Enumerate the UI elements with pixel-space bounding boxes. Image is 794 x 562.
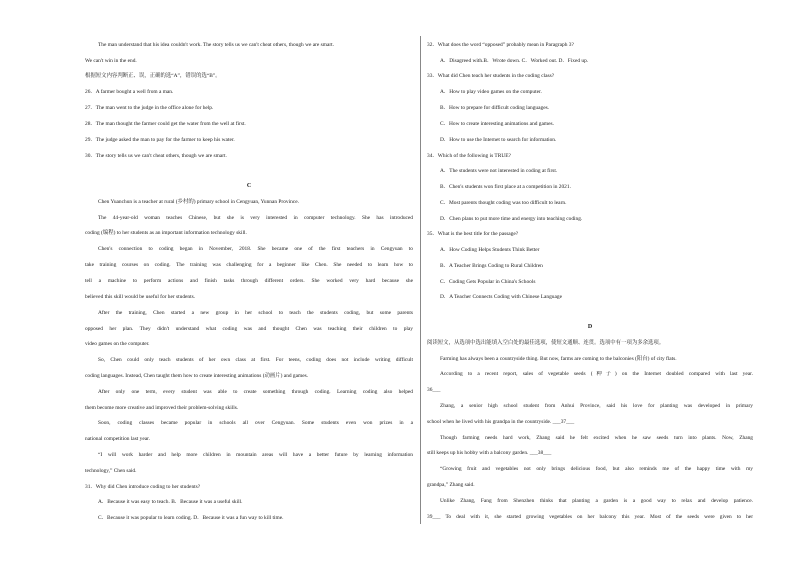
text-line: According to a recent report, sales of vegetable seeds (种子) on the Internet doubled compared with last year.	[440, 371, 753, 377]
text-line: Though farming needs hard work, Zhang said he felt excited when he saw seeds turn into plants. Now, Zhang	[440, 435, 753, 441]
text-line: C．Most parents thought coding was too difficult to learn.	[440, 200, 567, 206]
text-line: 29．The judge asked the man to pay for the farmer to keep his water.	[85, 137, 235, 143]
text-line: technology,” Chen said.	[85, 468, 137, 474]
text-line: A．Disagreed with.B．Wrote down. C．Worked out. D．Fixed up.	[440, 58, 589, 64]
text-line: take training courses on coding. The training was challenging for a beginner like Chen. She needed to learn how to	[85, 262, 413, 268]
text-line: C．Because it was popular to learn coding. D．Because it was a fun way to kill time.	[98, 515, 284, 521]
text-line: “Growing fruit and vegetables not only brings delicious food, but also reminds me of the happy time with my	[440, 466, 753, 472]
text-line: tell a machine to perform actions and finish tasks through different orders. She worked very hard because she	[85, 278, 413, 284]
text-line: “I will work harder and help more children in mountain areas will have a better future by learning information	[98, 452, 413, 458]
text-line: So, Chen could only teach students of her own class at first. For teens, coding does not include writing difficult	[98, 357, 413, 363]
text-line: believed this skill would be useful for her students.	[85, 294, 196, 300]
text-line: D．Chen plans to put more time and energy into teaching coding.	[440, 216, 583, 222]
text-line: The man understand that his idea couldn't work. The story tells us we can't cheat others, though we are smart.	[98, 42, 334, 48]
text-line: 27．The man went to the judge in the office alone for help.	[85, 105, 214, 111]
text-line: 39___ To deal with it, she started growing vegetables on her balcony this year. Most of the seeds were given to her	[427, 514, 753, 520]
text-line: opposed her plan. They didn't understand what coding was and thought Chen was teaching their children to play	[85, 326, 413, 332]
text-line: A．How to play video games on the computer.	[440, 89, 542, 95]
text-line: Soon, coding classes became popular in schools all over Cengyuan. Some students even won prizes in a	[98, 420, 413, 426]
text-line: grandpa,” Zhang said.	[427, 482, 475, 488]
text-line: 根据短文内容判断正、误，正确的选“A”，错误的选“B”。	[85, 73, 221, 79]
text-line: We can't win in the end.	[85, 58, 137, 64]
text-line: Farming has always been a countryside thing. But now, farms are coming to the balconies (阳台) of city flats.	[440, 356, 677, 362]
text-line: B．Chen's students won first place at a competition in 2021.	[440, 184, 571, 190]
text-line: them become more creative and improved their problem-solving skills.	[85, 405, 239, 411]
text-line: 31．Why did Chen introduce coding to her students?	[85, 484, 201, 490]
text-line: video games on the computer.	[85, 341, 150, 347]
text-line: C．Coding Gets Popular in China's Schools	[440, 279, 536, 285]
text-line: B．How to prepare for difficult coding languages.	[440, 105, 550, 111]
text-line: D．A Teacher Connects Coding with Chinese Language	[440, 294, 562, 300]
section-heading-d: D	[587, 324, 593, 330]
text-line: After only one term, every student was able to create something through coding. Learning coding also helped	[98, 389, 413, 395]
text-line: national competition last year.	[85, 436, 150, 442]
text-line: Chen's connection to coding began in November, 2018. She became one of the first teachers in Cengyuan to	[98, 246, 413, 252]
text-line: Zhang, a senior high school student from Anhui Province, said his love for planting was developed in primary	[440, 403, 753, 409]
text-line: B．A Teacher Brings Coding to Rural Children	[440, 263, 543, 269]
text-line: 33．What did Chen teach her students in the coding class?	[427, 73, 555, 79]
text-line: 30．The story tells us we can't cheat others, though we are smart.	[85, 153, 227, 159]
text-line: Chen Yuanchun is a teacher at rural (乡村的) primary school in Cengyuan, Yunnan Province.	[98, 199, 299, 205]
section-heading-c: C	[246, 183, 252, 189]
text-line: still keeps up his hobby with a balcony garden. ___38___	[427, 450, 552, 456]
text-line: 34．Which of the following is TRUE?	[427, 153, 511, 159]
text-line: D．How to use the Internet to search for information.	[440, 137, 557, 143]
text-line: coding (编程) to her students as an important information technology skill.	[85, 230, 247, 236]
text-line: A．The students were not interested in coding at first.	[440, 168, 558, 174]
text-line: 阅读短文，从选项中选出能填入空白处的最佳选项，使短文通顺、连贯。选项中有一项为多余选项。	[427, 340, 665, 346]
column-divider	[420, 36, 421, 524]
text-line: 28．The man thought the farmer could get the water from the well at first.	[85, 121, 246, 127]
text-line: school when he lived with his grandpa in the countryside. ___37___	[427, 419, 575, 425]
text-line: 32．What does the word “opposed” probably mean in Paragraph 3?	[427, 42, 574, 48]
text-line: coding languages. Instead, Chen taught them how to create interesting animations (动画片) and games.	[85, 373, 309, 379]
text-line: After the training, Chen started a new group in her school to teach the students coding, but some parents	[98, 310, 413, 316]
text-line: A．Because it was easy to teach. B．Because it was a useful skill.	[98, 499, 243, 505]
text-line: A．How Coding Helps Students Think Better	[440, 247, 540, 253]
text-line: 26．A farmer bought a well from a man.	[85, 89, 174, 95]
text-line: C．How to create interesting animations and games.	[440, 121, 554, 127]
text-line: The 44-year-old woman teaches Chinese, but she is very interested in computer technology. She has introduced	[98, 215, 413, 221]
text-line: 35．What is the best title for the passage?	[427, 231, 519, 237]
text-line: 36___	[427, 387, 441, 393]
text-line: Unlike Zhang, Fang from Shenzhen thinks that planting a garden is a good way to relax and develop patience.	[440, 498, 753, 504]
